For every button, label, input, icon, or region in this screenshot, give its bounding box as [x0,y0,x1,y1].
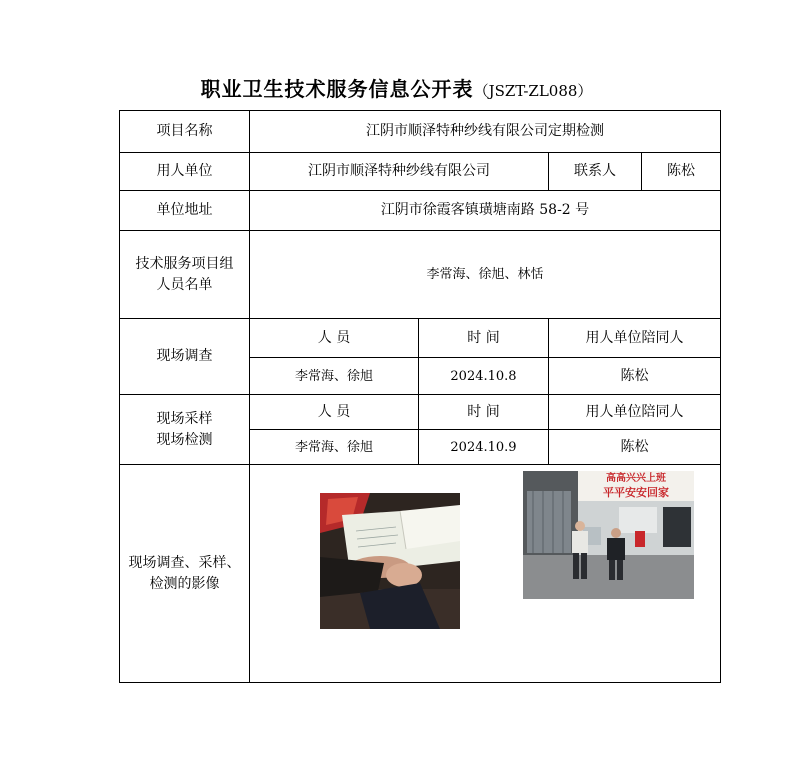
survey-companion: 陈松 [549,358,721,395]
employer-row [120,153,721,191]
project-value: 江阴市顺泽特种纱线有限公司定期检测 [250,111,721,153]
sampling-personnel: 李常海、徐旭 [250,430,419,465]
team-label [120,231,250,319]
page-title: 职业卫生技术服务信息公开表 [200,77,474,101]
safety-banner-line2: 平平安安回家 [603,486,669,499]
team-value: 李常海、徐旭、林恬 [250,231,721,319]
team-row [120,231,721,319]
sampling-label-line1: 现场采样 [156,410,213,427]
sampling-date: 2024.10.9 [419,430,549,465]
images-label-line1: 现场调查、采样、 [128,554,241,571]
sampling-companion: 陈松 [549,430,721,465]
images-label [120,465,250,683]
safety-banner-line1: 高高兴兴上班 [606,473,666,484]
sampling-col-time: 时 间 [419,395,549,430]
photos-container [250,465,720,681]
sampling-label [120,395,250,465]
form-code: （JSZT-ZL088） [473,82,593,100]
images-cell [250,465,721,683]
survey-header-row [120,319,721,358]
employer-label: 用人单位 [120,153,250,191]
info-table [119,110,721,683]
address-row [120,191,721,231]
address-value: 江阴市徐霞客镇璜塘南路 58-2 号 [250,191,721,231]
survey-col-companion: 用人单位陪同人 [549,319,721,358]
contact-label: 联系人 [549,153,642,191]
sampling-col-companion: 用人单位陪同人 [549,395,721,430]
survey-photo [320,493,460,629]
images-label-line2: 检测的影像 [149,575,220,592]
team-label-line2: 人员名单 [156,276,213,293]
survey-date: 2024.10.8 [419,358,549,395]
employer-value: 江阴市顺泽特种纱线有限公司 [250,153,549,191]
project-row [120,111,721,153]
contact-value: 陈松 [642,153,721,191]
document-title [0,74,793,106]
sampling-col-personnel: 人 员 [250,395,419,430]
sampling-header-row [120,395,721,430]
survey-label: 现场调查 [120,319,250,395]
project-label: 项目名称 [120,111,250,153]
images-row [120,465,721,683]
sampling-photo [523,471,694,599]
address-label: 单位地址 [120,191,250,231]
survey-personnel: 李常海、徐旭 [250,358,419,395]
survey-col-personnel: 人 员 [250,319,419,358]
survey-col-time: 时 间 [419,319,549,358]
team-label-line1: 技术服务项目组 [135,255,234,272]
sampling-label-line2: 现场检测 [156,431,213,448]
